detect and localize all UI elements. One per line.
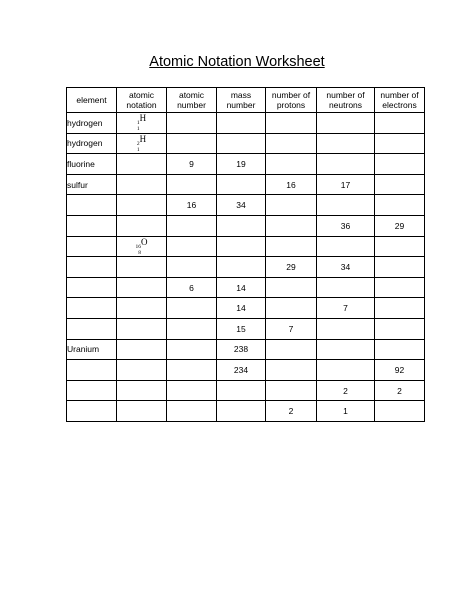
electrons-cell bbox=[375, 339, 425, 360]
protons-cell bbox=[266, 277, 317, 298]
neutrons-cell: 17 bbox=[317, 174, 375, 195]
notation-cell bbox=[117, 236, 167, 257]
table-row bbox=[67, 360, 425, 381]
header-protons: number of protons bbox=[266, 88, 317, 113]
protons-cell bbox=[266, 360, 317, 381]
atomic-number-cell: 16 bbox=[167, 195, 217, 216]
table-row bbox=[67, 133, 425, 154]
notation-mass-number: 1 bbox=[136, 120, 140, 127]
header-atomic-notation: atomic notation bbox=[117, 88, 167, 113]
mass-number-cell: 15 bbox=[217, 318, 266, 339]
mass-number-cell bbox=[217, 133, 266, 154]
neutrons-cell bbox=[317, 113, 375, 134]
electrons-cell: 92 bbox=[375, 360, 425, 381]
neutrons-cell: 34 bbox=[317, 257, 375, 278]
element-cell bbox=[67, 298, 117, 319]
protons-cell: 29 bbox=[266, 257, 317, 278]
atomic-number-cell bbox=[167, 113, 217, 134]
electrons-cell bbox=[375, 113, 425, 134]
element-cell bbox=[67, 360, 117, 381]
element-cell: sulfur bbox=[67, 174, 117, 195]
notation-symbol: H bbox=[139, 133, 147, 144]
element-cell: fluorine bbox=[67, 154, 117, 175]
neutrons-cell: 7 bbox=[317, 298, 375, 319]
notation-cell bbox=[117, 133, 167, 154]
electrons-cell bbox=[375, 277, 425, 298]
element-cell: hydrogen bbox=[67, 133, 117, 154]
header-element: element bbox=[67, 88, 117, 113]
atomic-number-cell bbox=[167, 318, 217, 339]
notation-cell bbox=[117, 318, 167, 339]
notation-atomic-number: 8 bbox=[138, 249, 141, 256]
mass-number-cell bbox=[217, 174, 266, 195]
neutrons-cell bbox=[317, 236, 375, 257]
protons-cell bbox=[266, 113, 317, 134]
table-row bbox=[67, 174, 425, 195]
table-row bbox=[67, 257, 425, 278]
notation-cell bbox=[117, 257, 167, 278]
mass-number-cell: 34 bbox=[217, 195, 266, 216]
atomic-number-cell bbox=[167, 401, 217, 422]
element-cell: hydrogen bbox=[67, 113, 117, 134]
header-atomic-number: atomic number bbox=[167, 88, 217, 113]
table-row bbox=[67, 401, 425, 422]
notation-atomic-number: 1 bbox=[136, 126, 140, 133]
mass-number-cell: 14 bbox=[217, 277, 266, 298]
notation-cell bbox=[117, 360, 167, 381]
atomic-number-cell bbox=[167, 298, 217, 319]
neutrons-cell: 1 bbox=[317, 401, 375, 422]
mass-number-cell bbox=[217, 215, 266, 236]
element-cell bbox=[67, 277, 117, 298]
notation-cell bbox=[117, 174, 167, 195]
mass-number-cell: 19 bbox=[217, 154, 266, 175]
notation-cell bbox=[117, 277, 167, 298]
element-cell bbox=[67, 318, 117, 339]
atomic-number-cell: 9 bbox=[167, 154, 217, 175]
neutrons-cell bbox=[317, 360, 375, 381]
table-row bbox=[67, 298, 425, 319]
element-cell bbox=[67, 195, 117, 216]
protons-cell bbox=[266, 380, 317, 401]
neutrons-cell bbox=[317, 318, 375, 339]
atomic-number-cell bbox=[167, 133, 217, 154]
mass-number-cell bbox=[217, 113, 266, 134]
element-cell: Uranium bbox=[67, 339, 117, 360]
electrons-cell bbox=[375, 174, 425, 195]
mass-number-cell: 234 bbox=[217, 360, 266, 381]
table-row bbox=[67, 380, 425, 401]
protons-cell bbox=[266, 133, 317, 154]
atomic-number-cell bbox=[167, 360, 217, 381]
atomic-number-cell bbox=[167, 380, 217, 401]
electrons-cell bbox=[375, 298, 425, 319]
neutrons-cell: 2 bbox=[317, 380, 375, 401]
atomic-number-cell bbox=[167, 257, 217, 278]
mass-number-cell bbox=[217, 257, 266, 278]
table-row bbox=[67, 215, 425, 236]
table-row bbox=[67, 154, 425, 175]
protons-cell bbox=[266, 154, 317, 175]
element-cell bbox=[67, 257, 117, 278]
notation-symbol: H bbox=[139, 113, 147, 124]
notation-cell bbox=[117, 113, 167, 134]
table-row bbox=[67, 236, 425, 257]
isotope-notation bbox=[136, 237, 148, 256]
mass-number-cell bbox=[217, 236, 266, 257]
electrons-cell: 2 bbox=[375, 380, 425, 401]
electrons-cell bbox=[375, 154, 425, 175]
notation-cell bbox=[117, 380, 167, 401]
table-row bbox=[67, 195, 425, 216]
atomic-number-cell bbox=[167, 339, 217, 360]
neutrons-cell bbox=[317, 133, 375, 154]
notation-cell bbox=[117, 298, 167, 319]
mass-number-cell: 238 bbox=[217, 339, 266, 360]
notation-cell bbox=[117, 215, 167, 236]
protons-cell: 16 bbox=[266, 174, 317, 195]
neutrons-cell bbox=[317, 277, 375, 298]
electrons-cell bbox=[375, 257, 425, 278]
atomic-number-cell: 6 bbox=[167, 277, 217, 298]
neutrons-cell bbox=[317, 154, 375, 175]
element-cell bbox=[67, 401, 117, 422]
protons-cell bbox=[266, 236, 317, 257]
header-row bbox=[67, 88, 425, 113]
atomic-number-cell bbox=[167, 174, 217, 195]
atomic-number-cell bbox=[167, 236, 217, 257]
element-cell bbox=[67, 215, 117, 236]
protons-cell bbox=[266, 298, 317, 319]
element-cell bbox=[67, 380, 117, 401]
notation-cell bbox=[117, 195, 167, 216]
neutrons-cell: 36 bbox=[317, 215, 375, 236]
mass-number-cell: 14 bbox=[217, 298, 266, 319]
notation-symbol: O bbox=[141, 236, 148, 247]
notation-mass-number: 16 bbox=[135, 243, 141, 250]
protons-cell bbox=[266, 215, 317, 236]
header-neutrons: number of neutrons bbox=[317, 88, 375, 113]
electrons-cell bbox=[375, 236, 425, 257]
table-row bbox=[67, 318, 425, 339]
notation-cell bbox=[117, 154, 167, 175]
header-electrons: number of electrons bbox=[375, 88, 425, 113]
notation-mass-number: 2 bbox=[136, 140, 140, 147]
neutrons-cell bbox=[317, 195, 375, 216]
protons-cell: 7 bbox=[266, 318, 317, 339]
notation-cell bbox=[117, 339, 167, 360]
electrons-cell bbox=[375, 318, 425, 339]
notation-atomic-number: 1 bbox=[136, 146, 140, 153]
electrons-cell: 29 bbox=[375, 215, 425, 236]
table-row bbox=[67, 113, 425, 134]
protons-cell bbox=[266, 195, 317, 216]
mass-number-cell bbox=[217, 380, 266, 401]
electrons-cell bbox=[375, 401, 425, 422]
protons-cell: 2 bbox=[266, 401, 317, 422]
atomic-number-cell bbox=[167, 215, 217, 236]
worksheet-title: Atomic Notation Worksheet bbox=[149, 54, 325, 70]
electrons-cell bbox=[375, 133, 425, 154]
table-row bbox=[67, 277, 425, 298]
mass-number-cell bbox=[217, 401, 266, 422]
electrons-cell bbox=[375, 195, 425, 216]
element-cell bbox=[67, 236, 117, 257]
isotope-notation bbox=[137, 134, 146, 153]
worksheet-table bbox=[66, 87, 425, 422]
protons-cell bbox=[266, 339, 317, 360]
header-mass-number: mass number bbox=[217, 88, 266, 113]
worksheet-body bbox=[67, 113, 425, 422]
neutrons-cell bbox=[317, 339, 375, 360]
notation-cell bbox=[117, 401, 167, 422]
table-row bbox=[67, 339, 425, 360]
isotope-notation bbox=[137, 113, 146, 132]
